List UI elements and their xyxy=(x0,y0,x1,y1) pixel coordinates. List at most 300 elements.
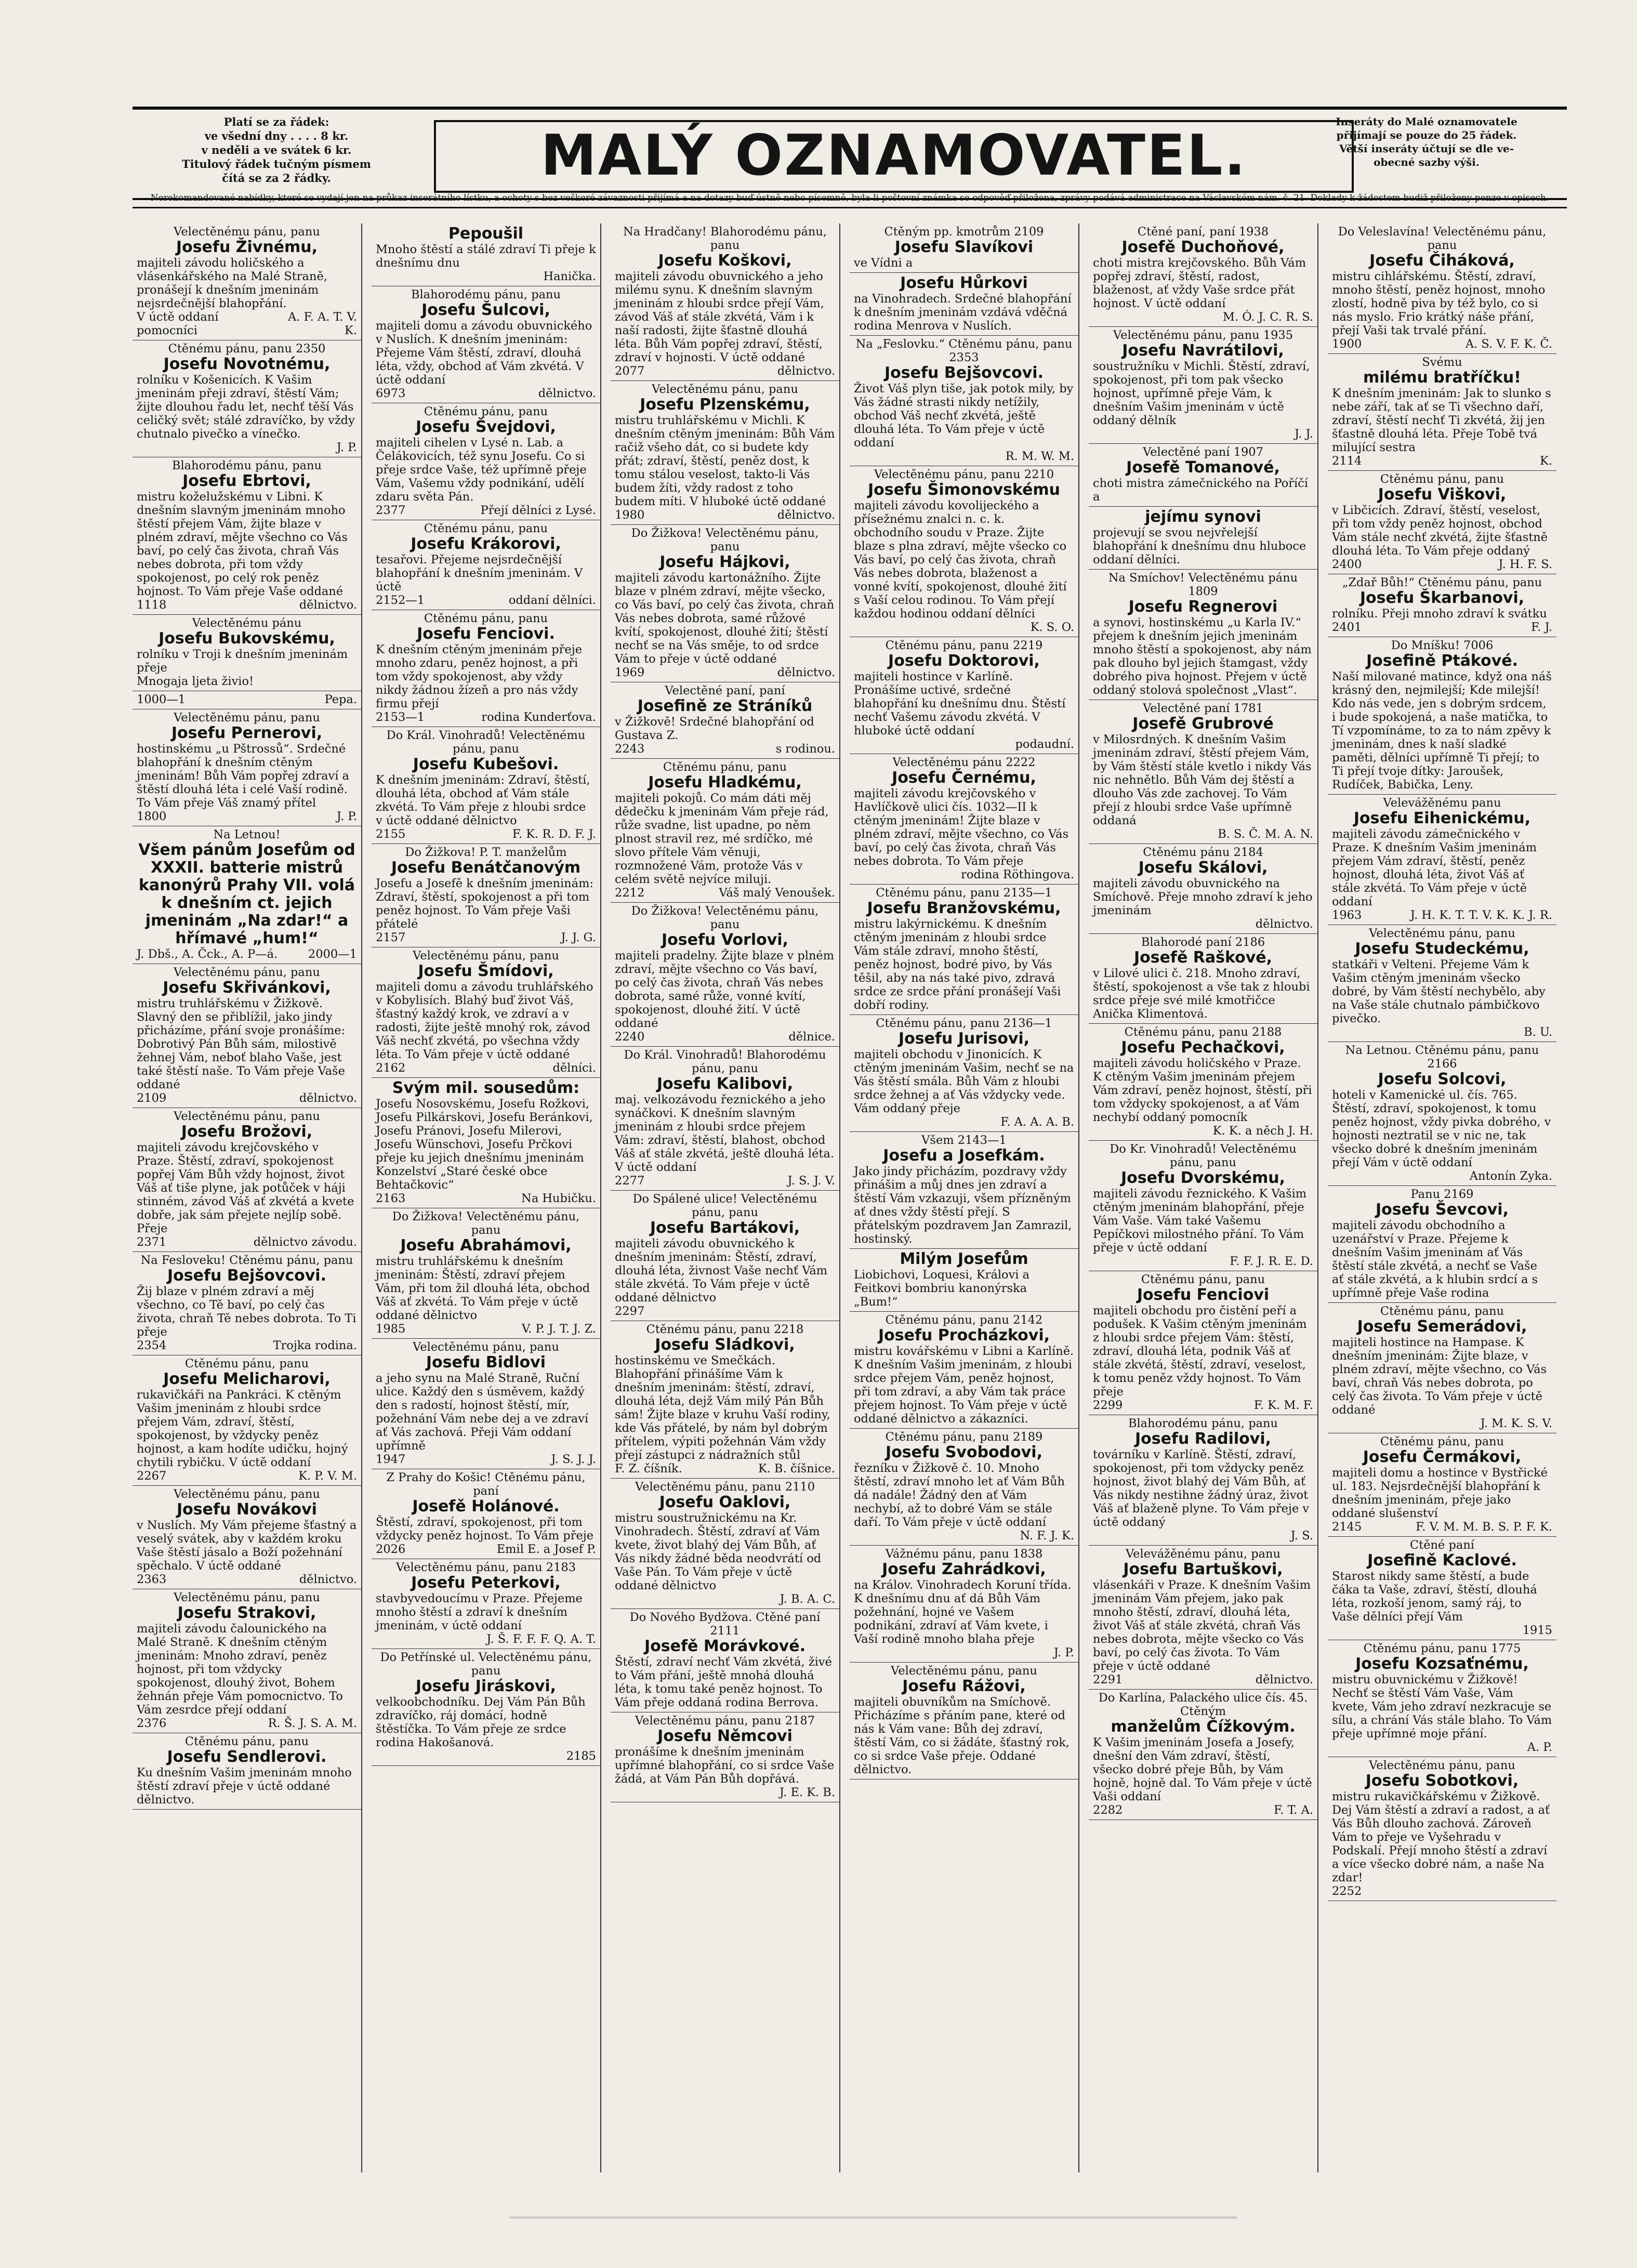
ad-signature: 1915 xyxy=(1522,1624,1552,1637)
ad-signature: J. S. J. V. xyxy=(787,1174,835,1188)
ad-footer xyxy=(137,810,357,823)
ad-footer xyxy=(1332,337,1552,351)
classified-ad xyxy=(611,381,839,525)
ad-signature: dělnictvo. xyxy=(777,508,835,522)
ad-body: Život Váš plyn tiše, jak potok mily, by Vás žádné strasti nikdy netížily, obchod Váš nechť zkvétá, ještě dlouhá léta. To Vám přeje v úctě oddaní xyxy=(854,382,1074,450)
ad-body: Ku dnešním Vašim jmeninám mnoho štěstí zdraví přeje v úctě oddané dělnictvo. xyxy=(137,1766,352,1807)
classified-ad xyxy=(133,826,361,964)
classified-ad xyxy=(850,1663,1078,1779)
ad-signature: Přejí dělníci z Lysé. xyxy=(480,504,596,517)
ad-columns xyxy=(133,223,1567,2172)
ad-footer xyxy=(376,594,596,607)
ad-recipient-name: Josefu Slavíkovi xyxy=(894,238,1034,256)
classified-ad xyxy=(1089,1415,1317,1546)
ad-footer xyxy=(1093,427,1313,441)
ad-signature: F. A. A. A. B. xyxy=(1000,1115,1074,1129)
ad-footer xyxy=(137,1717,357,1730)
ad-recipient-name: Josefu Abrahámovi, xyxy=(400,1236,572,1255)
ad-salutation: Ctěnému pánu, panu 2136—1 xyxy=(876,1017,1052,1030)
ad-number: F. Z. číšník. xyxy=(615,1462,682,1475)
ad-footer xyxy=(137,1091,357,1105)
ad-number: 2377 xyxy=(376,504,406,517)
ad-column-6 xyxy=(1328,223,1556,2172)
ad-number: 1947 xyxy=(376,1453,406,1466)
classified-ad xyxy=(611,903,839,1047)
classified-ad xyxy=(850,273,1078,336)
ad-recipient-name: Josefu Hladkému, xyxy=(648,773,802,792)
ad-footer xyxy=(137,441,357,454)
ad-signature: Emil E. a Josef P. xyxy=(496,1542,596,1556)
ad-salutation: Ctěnému pánu, panu xyxy=(184,1735,309,1748)
ad-body: majiteli závodu holičského v Praze. K ctěným Vašim jmeninám přejem Vám zdraví, peněz hojnost, štěstí, při tom vždycky spokojenost, a ať Vám nechybí oddaný pomocník xyxy=(1093,1057,1312,1124)
ad-number: 1800 xyxy=(137,810,167,823)
ad-salutation: Ctěnému pánu, panu 2188 xyxy=(1124,1025,1282,1039)
ad-salutation: Ctěnému pánu, panu 2142 xyxy=(885,1313,1043,1327)
ad-recipient-name: Josefu Oaklovi, xyxy=(659,1493,791,1511)
ad-signature: dělnictvo závodu. xyxy=(253,1235,357,1249)
ad-salutation: Velectěnému pánu, panu 1935 xyxy=(1113,328,1293,342)
ad-salutation: Ctěnému pánu, panu 1775 xyxy=(1363,1642,1521,1655)
ad-recipient-name: Josefu Radilovi, xyxy=(1134,1430,1272,1448)
ad-salutation: Velectěnému pánu 2222 xyxy=(892,756,1036,769)
ad-body: pronášíme k dnešním jmeninám upřímné blahopřání, co si srdce Vaše žádá, at Vám Pán Bůh dopřává. xyxy=(615,1745,835,1786)
terms-line: Větší inseráty účtují se dle ve- xyxy=(1339,142,1514,155)
ad-body: vlásenkáři v Praze. K dnešním Vašim jmeninám Vám přejem, jako pak mnoho štěstí, zdraví, dlouhá léta, život Váš ať stále zkvétá, chraň Vás nebes dobrota, mějte všecko co Vás baví, po celý čas života. To Vám přeje v úctě oddané xyxy=(1093,1578,1311,1673)
ad-number: 2163 xyxy=(376,1192,406,1205)
ad-number: V úctě oddaní pomocníci xyxy=(137,310,219,337)
ad-recipient-name: Josefu Vorlovi, xyxy=(662,931,788,949)
ad-number: 2252 xyxy=(1332,1884,1362,1898)
ad-footer xyxy=(1093,1673,1313,1686)
ad-salutation: Na Fesloveku! Ctěnému pánu, panu xyxy=(140,1254,353,1267)
ad-recipient-name: Josefu Navrátilovi, xyxy=(1122,341,1284,360)
classified-ad xyxy=(1089,844,1317,934)
classified-ad xyxy=(372,610,600,727)
ad-body: mistru cihlářskému. Štěstí, zdraví, mnoho štěstí, peněz hojnost, mnoho zlostí, hodně piva by též bylo, co si nás myslo. Frio krátký náše přání, přejí Vaši tak trvalé přání. xyxy=(1332,270,1546,337)
rates-line: v neděli a ve svátek 6 kr. xyxy=(201,143,352,156)
ad-footer xyxy=(1332,1740,1552,1754)
ad-salutation: Ctěnému pánu, panu xyxy=(1380,1435,1504,1448)
classified-ad xyxy=(1328,574,1556,637)
ad-signature: dělnictvo. xyxy=(299,598,357,612)
classified-ad xyxy=(372,1208,600,1339)
ad-salutation: Panu 2169 xyxy=(1410,1188,1474,1201)
classified-ad xyxy=(1089,1024,1317,1141)
ad-number: 2212 xyxy=(615,886,645,900)
ad-body: tesařovi. Přejeme nejsrdečnější blahopřání k dnešním jmeninám. V úctě xyxy=(376,553,583,594)
ad-footer xyxy=(376,1632,596,1646)
ad-salutation: Blahorodému pánu, panu xyxy=(171,459,322,472)
newspaper-page xyxy=(133,107,1567,2185)
ad-body: majiteli domu a závodu obuvnického v Nuslích. K dnešním jmeninám: Přejeme Vám štěstí, zdraví, dlouhá léta, vždy, obchod ať Vám zkvétá. V úctě oddaní xyxy=(376,319,592,387)
ad-salutation: Do Žižkova! Velectěnému pánu, panu xyxy=(631,526,819,553)
ad-footer xyxy=(615,886,835,900)
ad-body: na Vinohradech. Srdečné blahopřání k dnešním jmeninám vzdává vděčná rodina Menrova v Nuslích. xyxy=(854,292,1072,333)
ad-body: majiteli hostince na Hampase. K dnešním jmeninám: Žijte blaze, v plném zdraví, mějte všechno, co Vás baví, chraň Vás nebes dobrota, po celý čas života. To Vám přeje v úctě oddané xyxy=(1332,1336,1547,1417)
ad-recipient-name: Josefu Bukovskému, xyxy=(159,629,335,648)
ad-body: majiteli pradelny. Žijte blaze v plném zdraví, mějte všechno co Vás baví, po celý čas života, chraň Vás nebes dobrota, samé růže, vonné kvítí, spokojenost, dlouhé žití. V úctě oddané xyxy=(615,949,835,1030)
ad-body: soustružníku v Michli. Štěstí, zdraví, spokojenost, při tom pak všecko hojnost, upřímně přeje Vám, k dnešním Vašim jmeninám v úctě oddaný dělník xyxy=(1093,360,1310,427)
ad-recipient-name: Josefu Bidlovi xyxy=(426,1353,546,1372)
ad-number: 2077 xyxy=(615,364,645,378)
classified-ad xyxy=(372,1339,600,1469)
ad-signature: A. P. xyxy=(1527,1740,1552,1754)
ad-recipient-name: milému bratříčku! xyxy=(1363,368,1521,387)
classified-ad xyxy=(1089,570,1317,700)
ad-footer xyxy=(376,827,596,841)
ad-recipient-name: Josefu Jiráskovi, xyxy=(415,1677,557,1695)
classified-ad xyxy=(1089,1141,1317,1271)
ad-body: majiteli obchodu v Jinonicích. K ctěným jmeninám Vašim, nechť se na Vás štěstí smála. Bůh Vám z hloubi srdce žehnej a ať Vás vždycky vede. Vám oddaný přeje xyxy=(854,1048,1074,1115)
ad-recipient-name: Josefu Novákovi xyxy=(177,1500,317,1519)
ad-signature: B. U. xyxy=(1524,1025,1552,1039)
ad-body: Žij blaze v plném zdraví a měj všechno, co Tě baví, po celý čas života, chraň Tě nebes dobrota. To Ti přeje xyxy=(137,1285,357,1339)
ad-footer xyxy=(137,598,357,612)
ad-signature: dělnictvo. xyxy=(538,387,596,400)
ad-footer xyxy=(854,450,1074,463)
classified-ad xyxy=(133,1252,361,1355)
ad-number: 2240 xyxy=(615,1030,645,1044)
ad-footer xyxy=(1332,1884,1552,1898)
ad-recipient-name: Josefu Sobotkovi, xyxy=(1365,1772,1519,1790)
ad-recipient-name: manželům Čížkovým. xyxy=(1111,1718,1296,1736)
administration-notice: Nerekomandované nabídky, které se vydají jen na průkaz inserátního lístku, a ochoty s bez veškeré závaznosti přijímá a na dotazy buď ústně nebo písemně, byla-li poštovní známka se odpověď přiložena, zprávy podává administrace na Václavském nám. č. 21. Doklady k žádostem budiž přiloženy penze v opisech. xyxy=(133,193,1567,208)
ad-footer xyxy=(137,1573,357,1586)
ad-signature: J. J. G. xyxy=(561,931,596,944)
ad-footer xyxy=(854,1646,1074,1659)
ad-recipient-name: Josefu Zahrádkovi, xyxy=(882,1560,1046,1578)
ad-footer xyxy=(854,1115,1074,1129)
ad-signature: dělnice. xyxy=(788,1030,835,1044)
ad-signature: Antonín Zyka. xyxy=(1469,1169,1552,1183)
ad-footer xyxy=(376,1542,596,1556)
classified-ad xyxy=(1089,1271,1317,1415)
classified-ad xyxy=(850,336,1078,466)
ad-number: J. Dbš., A. Čck., A. P—á. xyxy=(137,947,278,961)
ad-body: mistru rukavičkářskému v Žižkově. Dej Vám štěstí a zdraví a radost, a ať Vás Bůh dlouho zachová. Zároveň Vám to přeje ve Vyšehradu v Podskalí. Přejí mnoho štěstí a zdraví a více všecko dobré nám, a naše Na zdar! xyxy=(1332,1790,1550,1884)
ad-salutation: Velectěnému pánu, panu xyxy=(1369,1759,1515,1772)
ad-footer xyxy=(615,1304,835,1318)
ad-recipient-name: Josefu Černému, xyxy=(892,769,1036,787)
ad-body: v Libčicích. Zdraví, štěstí, veselost, při tom vždy peněz hojnost, obchod Vám stále nechť zkvétá, žijte šťastně dlouhá léta. To Vám přeje oddaný xyxy=(1332,504,1548,558)
ad-body: Štěstí, zdraví, spokojenost, při tom vždycky peněz hojnost. To Vám přeje xyxy=(376,1515,594,1542)
ad-recipient-name: Josefu Hůrkovi xyxy=(900,274,1028,292)
ad-footer xyxy=(376,710,596,724)
ad-body: ve Vídni a xyxy=(854,256,913,270)
ad-footer xyxy=(615,1786,835,1799)
ad-body: Josefu a Josefě k dnešním jmeninám: Zdraví, štěstí, spokojenost a při tom peněz hojnost. To Vám přeje Vaši přátelé xyxy=(376,877,594,931)
ad-recipient-name: Josefu Kalibovi, xyxy=(656,1075,794,1093)
ad-body: stavbyvedoucímu v Praze. Přejeme mnoho štěstí a zdraví k dnešním jmeninám, v úctě oddaní xyxy=(376,1592,583,1632)
ad-footer xyxy=(1093,917,1313,931)
classified-ad xyxy=(1328,471,1556,574)
ad-body: v Žižkově! Srdečné blahopřání od Gustava Z. xyxy=(615,715,814,742)
ad-number: 2153—1 xyxy=(376,710,425,724)
ad-body: rolníku. Přeji mnoho zdraví k svátku xyxy=(1332,607,1547,621)
ad-body: hostinskému „u Pštrossů“. Srdečné blahopřání k dnešním ctěným jmeninám! Bůh Vám popřej zdraví a štěstí dlouhá léta i celé Vaší rodině. To Vám přeje Váš znamý přítel xyxy=(137,742,349,810)
ad-body: choti mistra krejčovského. Bůh Vám popřej zdraví, štěstí, radost, blaženost, ať vždy Vaše srdce přát hojnost. V úctě oddaní xyxy=(1093,256,1306,310)
ad-salutation: Ctěnému pánu, panu xyxy=(1380,1304,1504,1318)
rates-line: Titulový řádek tučným písmem xyxy=(182,157,371,170)
ad-signature: 2185 xyxy=(566,1749,596,1763)
ad-footer xyxy=(1332,1520,1552,1534)
classified-ad xyxy=(372,403,600,520)
classified-ad xyxy=(850,1249,1078,1312)
ad-salutation: Velectěnému pánu, panu xyxy=(174,225,320,239)
classified-ad xyxy=(1328,925,1556,1042)
ad-salutation: Do Karlína, Palackého ulice čís. 45. Ctěným xyxy=(1098,1691,1308,1718)
classified-ad xyxy=(1328,1757,1556,1901)
ad-footer xyxy=(376,504,596,517)
ad-recipient-name: Josefě Grubrové xyxy=(1132,715,1274,733)
ad-salutation: „Zdař Bůh!“ Ctěnému pánu, panu xyxy=(1342,576,1542,589)
ad-footer xyxy=(376,1061,596,1075)
ad-footer xyxy=(376,270,596,283)
ad-number: Mnogaja ljeta živio! xyxy=(137,675,254,688)
classified-ad xyxy=(133,340,361,457)
rates-line: ve všední dny . . . . 8 kr. xyxy=(204,129,349,142)
classified-ad xyxy=(133,615,361,691)
ad-footer xyxy=(376,1749,596,1763)
ad-footer xyxy=(137,947,357,961)
ad-body: K dnešním ctěným jmeninám přeje mnoho zdaru, peněz hojnost, a při tom vždy spokojenost, aby vždy nikdy žádnou žízeň a pro nás vždy firmu přejí xyxy=(376,643,583,710)
ad-recipient-name: Josefu Koškovi, xyxy=(658,252,792,270)
ad-signature: V. P. J. T. J. Z. xyxy=(521,1322,596,1336)
ad-salutation: Ctěné paní, paní 1938 xyxy=(1137,225,1269,239)
ad-recipient-name: Josefu Bartuškovi, xyxy=(1123,1560,1283,1578)
ad-footer xyxy=(1332,908,1552,922)
classified-ad xyxy=(372,947,600,1078)
ad-body: mistru koželužskému v Libni. K dnešním slavným jmeninám mnoho štěstí přejem Vám, žijte blaze v plném zdraví, mějte všechno co Vás baví, po celý čas života, chraň Vás nebes dobrota, při tom vždy spokojenost, po celý rok peněz hojnost. To Vám přeje Vaše oddané xyxy=(137,490,348,598)
ad-body: Naší milované matince, když ona náš krásný den, nejmilejší; Kde milejší! Kdo nás vede, jen s dobrým srdcem, i bude spokojená, a naše matička, to Tí vzpomínáme, to za to nám zpěvy k jmeninám, dnes k naší sladké paměti, dělníci upřímně Ti přejí; to Ti přejí tvoje dítky: Jaroušek, Rudíček, Babička, Leny. xyxy=(1332,670,1552,792)
ad-number: 1980 xyxy=(615,508,645,522)
ad-number: 2157 xyxy=(376,931,406,944)
ad-signature: dělníci. xyxy=(552,1061,596,1075)
ad-column-3 xyxy=(611,223,840,2172)
classified-ad xyxy=(1328,1186,1556,1303)
terms-line: přijímají se pouze do 25 řádek. xyxy=(1336,129,1517,141)
ad-salutation: Ctěnému pánu, panu 2350 xyxy=(168,342,326,355)
ad-footer xyxy=(1093,310,1313,324)
ad-body: majiteli domu a hostince v Bystřické ul. 183. Nejsrdečnější blahopřání k dnešním jmeninám, přeje jako oddané slušenství xyxy=(1332,1466,1548,1520)
ad-footer xyxy=(854,621,1074,634)
classified-ad xyxy=(372,520,600,610)
ad-body: majiteli obuvníkům na Smíchově. Přicházíme s přáním pane, které od nás k Vám vane: Bůh dej zdraví, štěstí Vám, co si žádáte, šťastný rok, co si srdce Vaše přeje. Oddané dělnictvo. xyxy=(854,1695,1070,1776)
ad-recipient-name: Josefu Benátčanovým xyxy=(391,859,581,877)
ad-signature: K. B. číšnice. xyxy=(758,1462,835,1475)
classified-ad xyxy=(1328,1042,1556,1186)
classified-ad xyxy=(611,1191,839,1321)
ad-recipient-name: Josefu Rážovi, xyxy=(902,1677,1026,1695)
ad-number: 2282 xyxy=(1093,1803,1123,1817)
ad-body: Mnoho štěstí a stálé zdraví Ti přeje k dnešnímu dnu xyxy=(376,243,596,270)
ad-recipient-name: Josefě Tomanové, xyxy=(1126,458,1280,477)
ad-signature: F. T. A. xyxy=(1274,1803,1313,1817)
ad-number: 2297 xyxy=(615,1304,645,1318)
ad-salutation: Ctěnému pánu, panu xyxy=(663,760,787,774)
ad-signature: J. E. K. B. xyxy=(779,1786,835,1799)
ad-body: velkoobchodníku. Dej Vám Pán Bůh zdravíčko, ráj domácí, hodně štěstíčka. To Vám přeje ze srdce rodina Hakošanová. xyxy=(376,1695,586,1749)
ad-number: 2114 xyxy=(1332,454,1362,468)
ad-body: mistru truhlářskému k dnešním jmeninám: Štěstí, zdraví přejem Vám, při tom žil dlouhá léta, obchod Váš ať zkvétá. To Vám přeje v úctě oddané dělnictvo xyxy=(376,1255,590,1322)
ad-salutation: Na Letnou. Ctěnému pánu, panu 2166 xyxy=(1345,1044,1539,1071)
ad-body: maj. velkozávodu řeznického a jeho synáčkovi. K dnešním slavným jmeninám z hloubi srdce přejem Vám: zdraví, štěstí, blahost, obchod Váš ať stále zkvétá, ještě dlouhá léta. V úctě oddaní xyxy=(615,1093,835,1174)
ad-recipient-name: Josefě Holánové. xyxy=(412,1497,560,1515)
ad-recipient-name: Josefě Morávkové. xyxy=(644,1637,806,1655)
ad-salutation: Všem 2143—1 xyxy=(921,1133,1007,1147)
ad-salutation: Ctěnému pánu, panu xyxy=(424,522,548,535)
ad-footer xyxy=(137,693,357,706)
ad-signature: Hanička. xyxy=(543,270,596,283)
classified-ad xyxy=(1328,223,1556,354)
classified-ad xyxy=(611,223,839,381)
paper-scuff xyxy=(509,2217,1237,2219)
classified-ad xyxy=(850,754,1078,885)
ad-footer xyxy=(854,868,1074,881)
ad-body: majiteli závodu řeznického. K Vašim ctěným jmeninám blahopřání, přeje Vám Vaše. Vám také Vašemu Pepíčkovi milostného přání. To Vám přeje v úctě oddaní xyxy=(1093,1187,1307,1255)
ad-body: Starost nikdy same štěstí, a bude čáka ta Vaše, zdraví, štěstí, dlouhá léta, rozkoší jenom, samý ráj, to Vaše dělníci přejí Vám xyxy=(1332,1570,1537,1624)
ad-recipient-name: Josefu Švejdovi, xyxy=(416,418,556,436)
classified-ad xyxy=(1089,327,1317,444)
ad-salutation: Ctěným pp. kmotrům 2109 xyxy=(884,225,1044,239)
ad-signature: dělnictvo. xyxy=(299,1091,357,1105)
page-title: MALÝ OZNAMOVATEL. xyxy=(434,120,1354,193)
ad-body: majiteli cihelen v Lysé n. Lab. a Čelákovicích, též synu Josefu. Co si přeje srdce Vaše, též upřímně přeje Vám, Vašemu vždy podnikání, udělí zdaru světa Pán. xyxy=(376,436,587,504)
classified-ad xyxy=(611,525,839,682)
ad-salutation: Ctěnému pánu, panu xyxy=(424,405,548,418)
terms-line: Inseráty do Malé oznamovatele xyxy=(1336,115,1517,128)
ad-body: továrníku v Karlíně. Štěstí, zdraví, spokojenost, při tom vždycky peněz hojnost, život blahý dej Vám Bůh, ať Vás nikdy nestihne žádný úraz, život Váš ať blaženě plyne. To Vám přeje v úctě oddaný xyxy=(1093,1448,1310,1529)
ad-salutation: Vážnému pánu, panu 1838 xyxy=(885,1547,1043,1561)
ad-body: majiteli hostince v Karlíně. Pronášíme uctivé, srdečné blahopřání ku dnešnímu dnu. Štěstí nechť Vašemu závodu zkvétá. V hluboké úctě oddaní xyxy=(854,670,1066,737)
classified-ad xyxy=(1328,637,1556,795)
ad-footer xyxy=(1093,1529,1313,1542)
ad-salutation: Na Hradčany! Blahorodému pánu, panu xyxy=(623,225,827,252)
ad-recipient-name: Josefu Regnerovi xyxy=(1128,598,1278,616)
ad-salutation: Velectěnému pánu, panu xyxy=(174,1110,320,1123)
ad-footer xyxy=(137,310,357,337)
classified-ad xyxy=(133,691,361,709)
ad-salutation: Ctěnému pánu, panu xyxy=(1380,472,1504,486)
ad-salutation: Do Kr. Vinohradů! Velectěnému pánu, panu xyxy=(1110,1142,1297,1169)
ad-body: mistru truhlářskému v Žižkově. Slavný den se přiblížil, jako jindy přicházíme, přání svoje pronášíme: Dobrotivý Pán Bůh sám, milostivě žehnej Vám, neboť blaho Vaše, jest také štěstí naše. To Vám přeje Vaše oddané xyxy=(137,997,346,1091)
ad-recipient-name: Josefině Kaclové. xyxy=(1367,1551,1517,1570)
classified-ad xyxy=(1328,1537,1556,1640)
ad-footer xyxy=(1093,827,1313,841)
ad-recipient-name: Josefu Svobodovi, xyxy=(885,1443,1042,1461)
ad-body: majiteli závodu obuvnického k dnešním jmeninám: Štěstí, zdraví, dlouhá léta, živnost Vaše nechť Vám stále zkvétá. To Vám přeje v úctě oddané dělnictvo xyxy=(615,1237,828,1304)
ad-recipient-name: Josefině Ptákové. xyxy=(1366,652,1518,670)
ad-salutation: Do Žižkova! Velectěnému pánu, panu xyxy=(392,1210,580,1237)
terms-line: obecné sazby výši. xyxy=(1374,156,1480,168)
ad-signature: Pepa. xyxy=(324,693,357,706)
ad-salutation: Ctěnému pánu, panu xyxy=(1141,1273,1265,1286)
ad-signature: F. K. R. D. F. J. xyxy=(512,827,596,841)
ad-body: Josefu Nosovskému, Josefu Rožkovi, Josefu Pilkárskovi, Josefu Beránkovi, Josefu Pránovi, Josefu Milerovi, Josefu Wünschovi, Josefu Prčkovi přeje ku jejich dnešnímu jmeninám Konzelství „Staré české obce Behtačkovic“ xyxy=(376,1097,593,1192)
ad-recipient-name: Josefu Němcovi xyxy=(657,1727,793,1745)
ad-signature: B. S. Č. M. A. N. xyxy=(1218,827,1313,841)
ad-salutation: Velectěnému pánu, panu 2183 xyxy=(395,1561,576,1574)
ad-recipient-name: Josefu Bejšovcovi. xyxy=(167,1267,326,1285)
ad-recipient-name: Josefu Strakovi, xyxy=(177,1604,316,1622)
ad-body: projevují se svou nejvřelejší blahopřání k dnešnímu dnu hluboce oddaní dělníci. xyxy=(1093,526,1306,566)
ad-recipient-name: Josefu Živnému, xyxy=(176,238,318,256)
ad-body: v Lilové ulici č. 218. Mnoho zdraví, štěstí, spokojenost a vše tak z hloubi srdce přeje své milé kmotřičce Anička Klimentová. xyxy=(1093,967,1310,1021)
ad-salutation: Velectěnému pánu, panu xyxy=(174,1487,320,1501)
classified-ad xyxy=(611,759,839,903)
classified-ad xyxy=(1089,444,1317,507)
ad-salutation: Blahorodé paní 2186 xyxy=(1141,935,1265,949)
ad-recipient-name: Josefu Krákorovi, xyxy=(411,535,561,553)
ad-body: mistru truhlářskému v Michli. K dnešním ctěným jmeninám: Bůh Vám račiž všeho dát, co si budete kdy přát; zdraví, štěstí, peněz dost, k tomu stálou veselost, takto-li Vás budem žíti, vždy radost z toho budem míti. V hluboké úctě oddané xyxy=(615,414,835,508)
classified-ad xyxy=(1089,700,1317,844)
ad-signature: J. S. xyxy=(1290,1529,1313,1542)
classified-ad xyxy=(611,1479,839,1609)
classified-ad xyxy=(372,223,600,286)
ad-salutation: Velevážěnému panu xyxy=(1383,796,1501,810)
ad-body: majiteli závodu obuvnického na Smíchově. Přeje mnoho zdraví k jeho jmeninám xyxy=(1093,877,1313,917)
ad-body: Štěstí, zdraví nechť Vám zkvétá, živé to Vám přání, ještě mnohá dlouhá léta, k tomu také peněz hojnost. To Vám přeje oddaná rodina Berrova. xyxy=(615,1655,832,1709)
ad-recipient-name: Josefu Doktorovi, xyxy=(888,652,1040,670)
ad-signature: dělnictvo. xyxy=(1255,1673,1313,1686)
classified-ad xyxy=(611,1609,839,1712)
ad-salutation: Na Letnou! xyxy=(213,828,281,841)
ad-signature: R. M. W. M. xyxy=(1005,450,1074,463)
ad-number: 2145 xyxy=(1332,1520,1362,1534)
classified-ad xyxy=(1089,1690,1317,1820)
ad-recipient-name: Svým mil. sousedům: xyxy=(392,1079,580,1097)
ad-column-2 xyxy=(372,223,601,2172)
ad-footer xyxy=(376,931,596,944)
ad-footer xyxy=(1332,1624,1552,1637)
ad-footer xyxy=(615,508,835,522)
ad-salutation: Velectěnému pánu, panu xyxy=(174,966,320,979)
ad-signature: oddaní dělníci. xyxy=(508,594,596,607)
classified-ad xyxy=(133,223,361,340)
ad-body: hostinskému ve Smečkách. Blahopřání přinášíme Vám k dnešním jmeninám: štěstí, zdraví, dlouhá léta, dejž Vám milý Pán Bůh sám! Žijte blaze v kruhu Vaší rodiny, kde Vás přátelé, by nám byl dobrým přítelem, výpiti požehnán Vám vždy přejí zástupci z nádražních stůl xyxy=(615,1354,830,1462)
ad-footer xyxy=(615,742,835,756)
ad-salutation: Velectěnému pánu, panu xyxy=(891,1664,1037,1678)
ad-recipient-name: Josefu Brožovi, xyxy=(181,1123,313,1141)
ad-footer xyxy=(376,1192,596,1205)
ad-number: 2354 xyxy=(137,1339,167,1352)
ad-recipient-name: Josefu Novotnému, xyxy=(163,355,331,373)
ad-signature: J. M. K. S. V. xyxy=(1480,1417,1552,1430)
ad-recipient-name: Josefu Peterkovi, xyxy=(411,1574,561,1592)
ad-footer xyxy=(1332,558,1552,571)
ad-signature: K. K. a něch J. H. xyxy=(1212,1124,1313,1138)
ad-body: K dnešním jmeninám: Jak to slunko s nebe září, tak ať se Ti všechno daří, zdraví, štěstí nechť Ti zkvétá, žij jen šťastně dlouhá léta. Přeje Tobě tvá milující sestra xyxy=(1332,387,1551,454)
ad-signature: J. Š. F. F. F. Q. A. T. xyxy=(486,1632,596,1646)
classified-ad xyxy=(850,1546,1078,1663)
ad-recipient-name: Josefu Viškovi, xyxy=(1378,485,1507,504)
ad-recipient-name: Josefu Šimonovskému xyxy=(867,481,1061,499)
ad-number: 2401 xyxy=(1332,621,1362,634)
classified-ad xyxy=(133,1355,361,1486)
ad-signature: J. J. xyxy=(1294,427,1313,441)
insertion-terms-box xyxy=(1286,115,1567,169)
classified-ad xyxy=(133,964,361,1108)
ad-salutation: Do Petřínské ul. Velectěnému pánu, panu xyxy=(380,1651,592,1678)
ad-recipient-name: Josefu a Josefkám. xyxy=(883,1146,1045,1165)
ad-footer xyxy=(137,1469,357,1483)
ad-salutation: Velectěnému pánu, panu xyxy=(1369,927,1515,940)
classified-ad xyxy=(133,1589,361,1733)
classified-ad xyxy=(133,709,361,826)
ad-salutation: Velectěné paní, paní xyxy=(665,684,785,697)
ad-salutation: Velectěnému pánu xyxy=(192,616,302,630)
ad-signature: K. S. O. xyxy=(1030,621,1074,634)
